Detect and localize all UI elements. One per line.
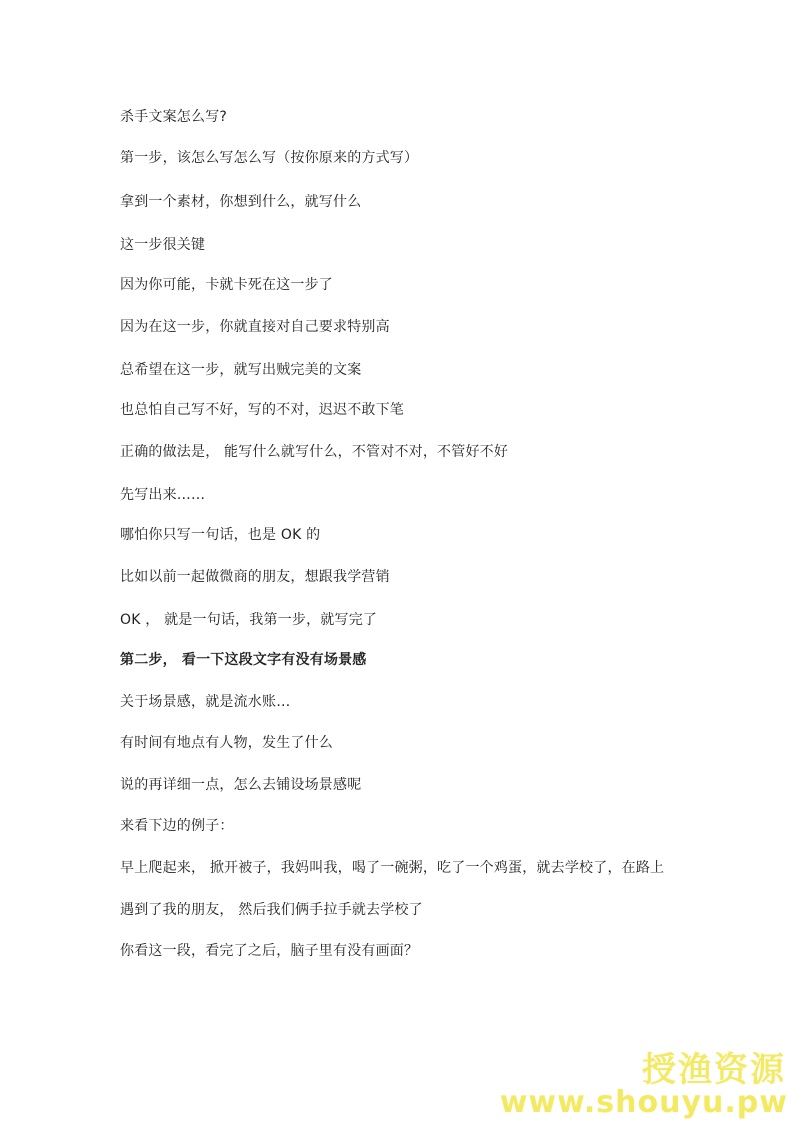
text-line: 因为你可能，卡就卡死在这一步了: [120, 277, 333, 293]
text-line: 第一步，该怎么写怎么写（按你原来的方式写）: [120, 150, 419, 166]
text-line: 哪怕你只写一句话，也是 OK 的: [120, 527, 321, 543]
text-line: 说的再详细一点，怎么去铺设场景感呢: [120, 777, 362, 793]
text-line: 也总怕自己写不好，写的不对，迟迟不敢下笔: [120, 402, 404, 418]
text-line: 总希望在这一步，就写出贼完美的文案: [120, 362, 362, 378]
article-title: 杀手文案怎么写?: [120, 109, 228, 125]
watermark-url: www.shouyu.pw: [499, 1085, 788, 1120]
text-line: 遇到了我的朋友， 然后我们俩手拉手就去学校了: [120, 902, 423, 918]
text-line: 这一步很关键: [120, 237, 206, 253]
text-line: 拿到一个素材，你想到什么，就写什么: [120, 194, 362, 210]
text-line: 先写出来……: [120, 487, 206, 503]
watermark-chinese: 授渔资源: [642, 1050, 786, 1090]
section-heading: 第二步， 看一下这段文字有没有场景感: [120, 652, 367, 668]
text-line: 有时间有地点有人物，发生了什么: [120, 735, 333, 751]
text-line: 正确的做法是， 能写什么就写什么，不管对不对，不管好不好: [120, 444, 509, 460]
text-line: 你看这一段，看完了之后，脑子里有没有画面？: [120, 943, 419, 959]
text-line: 关于场景感，就是流水账…: [120, 694, 291, 710]
text-line: 早上爬起来， 掀开被子，我妈叫我，喝了一碗粥，吃了一个鸡蛋，就去学校了，在路上: [120, 860, 665, 876]
text-line: 比如以前一起做微商的朋友，想跟我学营销: [120, 569, 390, 585]
text-line: OK ， 就是一句话，我第一步，就写完了: [120, 612, 378, 628]
text-line: 来看下边的例子：: [120, 818, 234, 834]
text-line: 因为在这一步，你就直接对自己要求特别高: [120, 319, 390, 335]
